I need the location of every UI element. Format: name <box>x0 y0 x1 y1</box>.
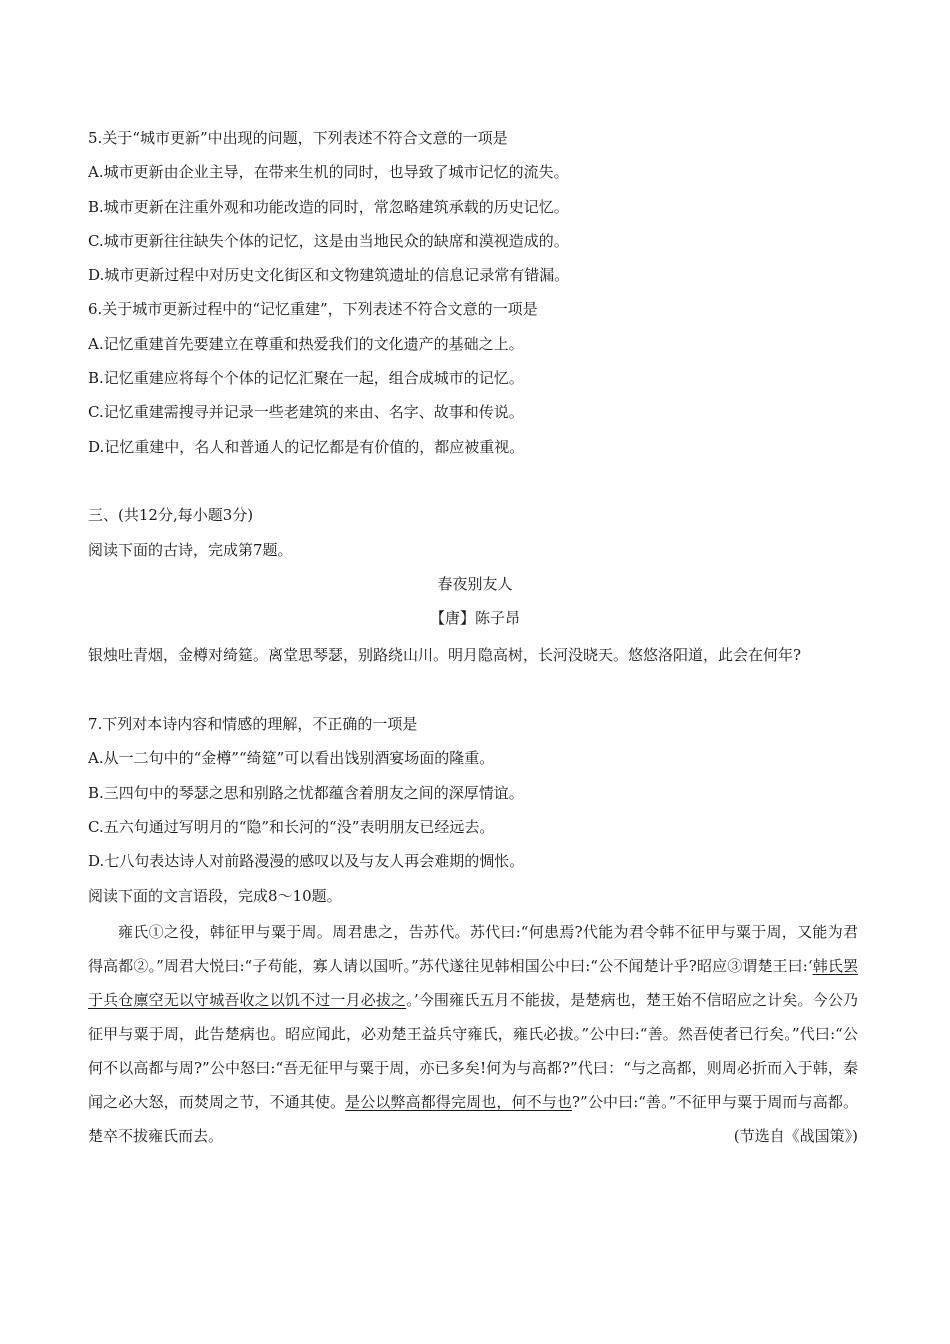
question-6-option-d: D.记忆重建中，名人和普通人的记忆都是有价值的，都应被重视。 <box>88 438 525 456</box>
underlined-sentence-1: 韩氏罢于兵仓廪空无以守城吾收之以饥不过一月必拔之 <box>88 957 858 1009</box>
passage-source: (节选自《战国策》) <box>733 1127 858 1145</box>
question-7-option-a: A.从一二句中的“金樽”“绮筵”可以看出饯别酒宴场面的隆重。 <box>88 749 495 767</box>
poem-author: 【唐】陈子昂 <box>429 609 520 627</box>
question-6-option-c: C.记忆重建需搜寻并记录一些老建筑的来由、名字、故事和传说。 <box>88 403 524 421</box>
passage-part-3: ?”公中曰:“善。”不征甲与粟于周而与高都。楚卒不拔雍氏而去。 <box>88 1093 858 1145</box>
passage-part-2: 。’今围雍氏五月不能拔，是楚病也，楚王始不信昭应之计矣。今公乃征甲与粟于周，此告楚病也。昭应闻此，必劝楚王益兵守雍氏，雍氏必拔。”公中曰:“善。然吾使者已行矣。”代曰:“公何不以高都与周?”公中怒曰:“吾无征甲与粟于周，亦已多矣!何为与高都?”代曰：“与之高都，则周必折而入于韩，秦闻之必大怒，而焚周之节，不通其使。 <box>88 991 858 1111</box>
question-5-option-c: C.城市更新往往缺失个体的记忆，这是由当地民众的缺席和漠视造成的。 <box>88 232 569 250</box>
question-7-option-d: D.七八句表达诗人对前路漫漫的感叹以及与友人再会难期的惆怅。 <box>88 852 525 870</box>
question-5-option-b: B.城市更新在注重外观和功能改造的同时，常忽略建筑承载的历史记忆。 <box>88 198 569 216</box>
passage-part-1: 雍氏①之役，韩征甲与粟于周。周君患之，告苏代。苏代曰:“何患焉?代能为君令韩不征甲与粟于周，又能为君得高都②。”周君大悦曰:“子苟能，寡人请以国听。”苏代遂往见韩相国公中曰:“公不闻楚计乎?昭应③谓楚王曰:‘ <box>88 923 858 975</box>
underlined-sentence-2: 是公以弊高都得完周也，何不与也 <box>345 1093 572 1111</box>
question-7-option-c: C.五六句通过写明月的“隐”和长河的“没”表明朋友已经远去。 <box>88 818 495 836</box>
section-3-instruction: 阅读下面的古诗，完成第7题。 <box>88 541 293 559</box>
classical-passage <box>88 915 858 1153</box>
classical-instruction: 阅读下面的文言语段，完成8～10题。 <box>88 887 342 905</box>
section-3-header: 三、(共12分,每小题3分) <box>88 506 254 524</box>
poem-title: 春夜别友人 <box>437 575 513 593</box>
question-6-option-a: A.记忆重建首先要建立在尊重和热爱我们的文化遗产的基础之上。 <box>88 335 524 353</box>
question-6-stem: 6.关于城市更新过程中的“记忆重建”，下列表述不符合文意的一项是 <box>88 300 538 318</box>
question-6-option-b: B.记忆重建应将每个个体的记忆汇聚在一起，组合成城市的记忆。 <box>88 369 524 387</box>
question-5-stem: 5.关于“城市更新”中出现的问题，下列表述不符合文意的一项是 <box>88 129 508 147</box>
question-5-option-a: A.城市更新由企业主导，在带来生机的同时，也导致了城市记忆的流失。 <box>88 163 569 181</box>
question-5-option-d: D.城市更新过程中对历史文化街区和文物建筑遗址的信息记录常有错漏。 <box>88 266 570 284</box>
question-7-stem: 7.下列对本诗内容和情感的理解，不正确的一项是 <box>88 715 418 733</box>
question-7-option-b: B.三四句中的琴瑟之思和别路之忧都蕴含着朋友之间的深厚情谊。 <box>88 784 524 802</box>
poem-text: 银烛吐青烟，金樽对绮筵。离堂思琴瑟，别路绕山川。明月隐高树，长河没晓天。悠悠洛阳道，此会在何年? <box>88 646 802 664</box>
